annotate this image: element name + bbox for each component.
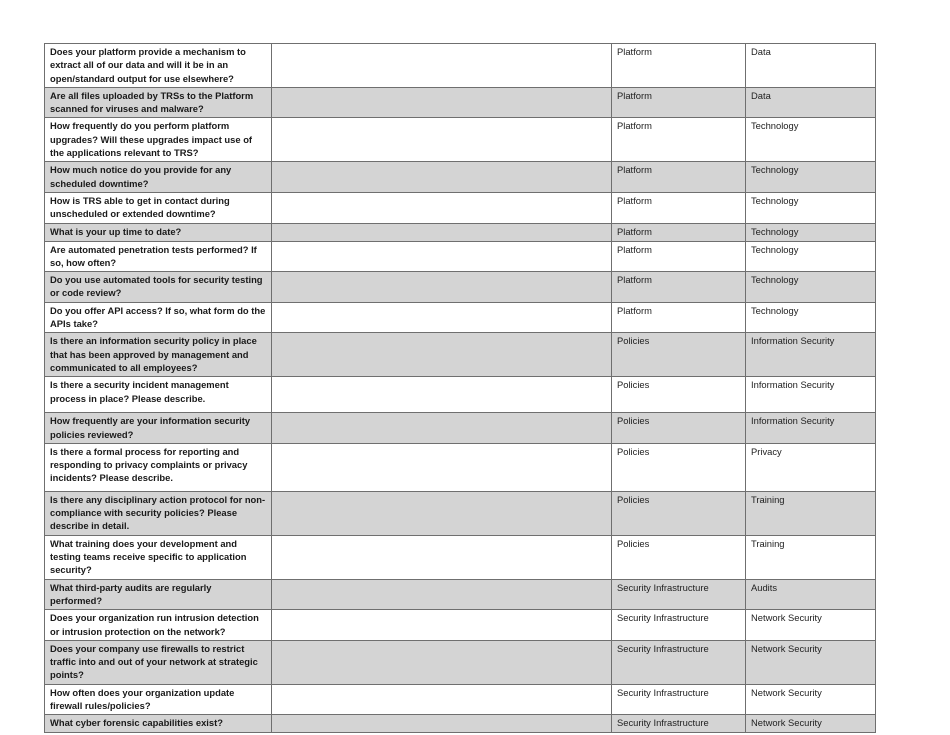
answer-cell: [272, 241, 612, 272]
answer-cell: [272, 413, 612, 444]
table-row: [45, 443, 876, 491]
question-cell: Do you offer API access? If so, what form do the APIs take?: [45, 302, 272, 333]
subcategory-cell: Information Security: [746, 377, 876, 413]
subcategory-cell: Data: [746, 44, 876, 88]
category-cell: Security Infrastructure: [612, 579, 746, 610]
subcategory-cell: Network Security: [746, 715, 876, 733]
answer-cell: [272, 272, 612, 303]
table-row: [45, 413, 876, 444]
category-cell: Policies: [612, 413, 746, 444]
question-cell: Do you use automated tools for security testing or code review?: [45, 272, 272, 303]
category-cell: Platform: [612, 44, 746, 88]
subcategory-cell: Technology: [746, 192, 876, 223]
category-cell: Platform: [612, 241, 746, 272]
answer-cell: [272, 44, 612, 88]
answer-cell: [272, 333, 612, 377]
table-row: [45, 223, 876, 241]
table-row: [45, 684, 876, 715]
answer-cell: [272, 610, 612, 641]
questionnaire-body: [45, 44, 876, 733]
category-cell: Security Infrastructure: [612, 640, 746, 684]
table-row: [45, 302, 876, 333]
subcategory-cell: Information Security: [746, 413, 876, 444]
subcategory-cell: Network Security: [746, 684, 876, 715]
subcategory-cell: Training: [746, 535, 876, 579]
question-cell: Is there an information security policy in place that has been approved by management and communicated to all employees?: [45, 333, 272, 377]
question-cell: How much notice do you provide for any scheduled downtime?: [45, 162, 272, 193]
table-row: [45, 272, 876, 303]
answer-cell: [272, 192, 612, 223]
category-cell: Platform: [612, 223, 746, 241]
table-row: [45, 118, 876, 162]
table-row: [45, 535, 876, 579]
question-cell: What third-party audits are regularly performed?: [45, 579, 272, 610]
table-row: [45, 44, 876, 88]
table-row: [45, 162, 876, 193]
category-cell: Policies: [612, 491, 746, 535]
question-cell: How is TRS able to get in contact during unscheduled or extended downtime?: [45, 192, 272, 223]
question-cell: What cyber forensic capabilities exist?: [45, 715, 272, 733]
answer-cell: [272, 377, 612, 413]
question-cell: Is there any disciplinary action protocol for non-compliance with security policies? Please describe in detail.: [45, 491, 272, 535]
question-cell: How frequently are your information security policies reviewed?: [45, 413, 272, 444]
question-cell: Are automated penetration tests performed? If so, how often?: [45, 241, 272, 272]
question-cell: How frequently do you perform platform upgrades? Will these upgrades impact use of the applications relevant to TRS?: [45, 118, 272, 162]
question-cell: Is there a formal process for reporting and responding to privacy complaints or privacy incidents? Please describe.: [45, 443, 272, 491]
question-cell: Does your platform provide a mechanism to extract all of our data and will it be in an open/standard output for use elsewhere?: [45, 44, 272, 88]
subcategory-cell: Information Security: [746, 333, 876, 377]
subcategory-cell: Audits: [746, 579, 876, 610]
subcategory-cell: Technology: [746, 162, 876, 193]
subcategory-cell: Data: [746, 87, 876, 118]
table-row: [45, 715, 876, 733]
category-cell: Policies: [612, 377, 746, 413]
question-cell: Does your organization run intrusion detection or intrusion protection on the network?: [45, 610, 272, 641]
answer-cell: [272, 715, 612, 733]
table-row: [45, 377, 876, 413]
category-cell: Platform: [612, 87, 746, 118]
subcategory-cell: Training: [746, 491, 876, 535]
question-cell: Is there a security incident management process in place? Please describe.: [45, 377, 272, 413]
answer-cell: [272, 223, 612, 241]
answer-cell: [272, 162, 612, 193]
answer-cell: [272, 118, 612, 162]
answer-cell: [272, 302, 612, 333]
table-row: [45, 333, 876, 377]
answer-cell: [272, 491, 612, 535]
question-cell: What is your up time to date?: [45, 223, 272, 241]
subcategory-cell: Technology: [746, 223, 876, 241]
question-cell: Are all files uploaded by TRSs to the Platform scanned for viruses and malware?: [45, 87, 272, 118]
subcategory-cell: Technology: [746, 272, 876, 303]
question-cell: How often does your organization update firewall rules/policies?: [45, 684, 272, 715]
subcategory-cell: Network Security: [746, 610, 876, 641]
answer-cell: [272, 535, 612, 579]
category-cell: Policies: [612, 333, 746, 377]
category-cell: Security Infrastructure: [612, 684, 746, 715]
question-cell: Does your company use firewalls to restrict traffic into and out of your network at strategic points?: [45, 640, 272, 684]
question-cell: What training does your development and testing teams receive specific to application security?: [45, 535, 272, 579]
subcategory-cell: Network Security: [746, 640, 876, 684]
subcategory-cell: Technology: [746, 118, 876, 162]
table-row: [45, 241, 876, 272]
answer-cell: [272, 640, 612, 684]
category-cell: Platform: [612, 192, 746, 223]
answer-cell: [272, 443, 612, 491]
subcategory-cell: Technology: [746, 302, 876, 333]
category-cell: Platform: [612, 118, 746, 162]
category-cell: Platform: [612, 302, 746, 333]
answer-cell: [272, 684, 612, 715]
table-row: [45, 491, 876, 535]
table-row: [45, 87, 876, 118]
category-cell: Policies: [612, 443, 746, 491]
category-cell: Platform: [612, 162, 746, 193]
table-row: [45, 610, 876, 641]
table-row: [45, 579, 876, 610]
answer-cell: [272, 87, 612, 118]
table-row: [45, 192, 876, 223]
subcategory-cell: Technology: [746, 241, 876, 272]
subcategory-cell: Privacy: [746, 443, 876, 491]
table-row: [45, 640, 876, 684]
security-questionnaire-table: [44, 43, 876, 733]
category-cell: Platform: [612, 272, 746, 303]
category-cell: Security Infrastructure: [612, 715, 746, 733]
category-cell: Security Infrastructure: [612, 610, 746, 641]
category-cell: Policies: [612, 535, 746, 579]
answer-cell: [272, 579, 612, 610]
